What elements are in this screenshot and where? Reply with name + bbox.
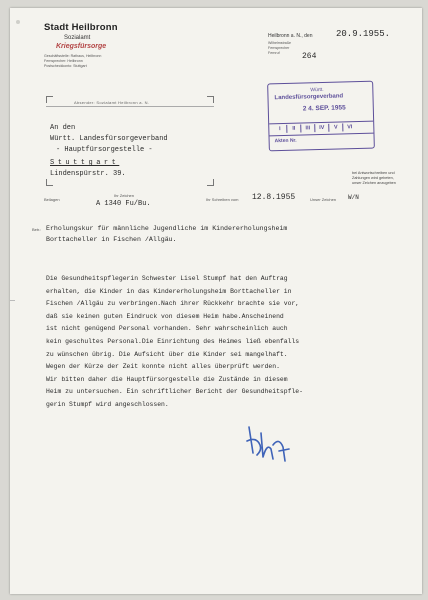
punch-hole — [16, 20, 20, 24]
address-line: Postscheckkonto: Stuttgart — [44, 64, 87, 68]
stamp-cell: IV — [314, 124, 328, 132]
subject-line: Erholungskur für männliche Jugendliche im Kindererholungsheim — [46, 225, 288, 232]
signature-mark — [243, 423, 291, 467]
sender-divider — [46, 106, 214, 107]
stamp-rule — [269, 133, 373, 137]
stamp-cell: V — [328, 123, 342, 131]
frame-corner — [46, 96, 53, 103]
unser-zeichen-value: W/N — [348, 194, 359, 201]
stamp-top: Württ. — [310, 86, 324, 94]
stamp-note — [352, 171, 396, 186]
frame-corner — [207, 179, 214, 186]
recipient-line-2: Württ. Landesfürsorgeverband — [50, 135, 168, 143]
ihr-schreiben-value: 12.8.1955 — [252, 193, 296, 202]
ihr-zeichen-label: Ihr Zeichen — [114, 193, 135, 198]
recipient-street: Lindenspürstr. 39. — [50, 170, 126, 178]
letter-date: 20.9.1955. — [336, 29, 391, 39]
note-line: bei Antwortschreiben und — [352, 171, 395, 175]
recipient-line-3: - Hauptfürsorgestelle - — [56, 146, 153, 154]
letterhead-dept: Kriegsfürsorge — [56, 43, 107, 50]
recipient-city: Stuttgart — [50, 159, 120, 167]
stamp-cell: I — [278, 126, 281, 133]
signature — [243, 423, 291, 472]
betreff-label: Betr.: — [32, 227, 42, 232]
place-date-label: Heilbronn a. N., den — [268, 33, 313, 39]
stamp-cell: VI — [342, 123, 356, 131]
body-line: gerin Stumpf wird angeschlossen. — [46, 400, 169, 408]
stamp-cells — [273, 123, 356, 133]
body-line: daß sie keinen guten Eindruck von diesem Heim habe.Anscheinend — [46, 312, 284, 320]
phone-extension: 264 — [302, 52, 317, 61]
subject-line: Borttacheller in Fischen /Allgäu. — [46, 236, 177, 243]
beilagen-label: Beilagen — [44, 197, 60, 202]
fold-mark — [10, 300, 15, 301]
header-line: Fernruf — [268, 51, 280, 55]
header-line: Fernsprecher — [268, 46, 290, 50]
sender-line: Absender: Sozialamt Heilbronn a. N. — [74, 100, 150, 105]
received-stamp — [267, 81, 375, 152]
address-line: Geschäftsstelle: Rathaus, Heilbronn — [44, 54, 102, 58]
frame-corner — [207, 96, 214, 103]
body-line: erhalten, die Kinder in das Kindererholungsheim Borttacheller in — [46, 287, 292, 295]
body-line: Fischen /Allgäu zu verbringen.Nach ihrer Rückkehr brachte sie vor, — [46, 300, 300, 308]
body-line: Die Gesundheitspflegerin Schwester Lisel Stumpf hat den Auftrag — [46, 275, 288, 282]
body-line: Wegen der Kürze der Zeit konnte nicht alles überprüft werden. — [46, 363, 280, 371]
ihr-schreiben-label: Ihr Schreiben vom — [206, 197, 239, 202]
unser-zeichen-label: Unser Zeichen — [310, 197, 337, 202]
subject — [46, 223, 287, 245]
letterhead-address — [44, 54, 101, 69]
letter-page — [10, 8, 422, 594]
recipient-line-1: An den — [50, 124, 76, 132]
stamp-cell: II — [286, 125, 300, 133]
note-line: unser Zeichen anzugeben — [352, 181, 396, 185]
stamp-bottom: Akten Nr. — [274, 137, 297, 145]
address-line: Fernsprecher: Heilbronn — [44, 59, 83, 63]
body-line: Wir bitten daher die Hauptfürsorgestelle die Zustände in diesem — [46, 375, 288, 383]
header-line: Wilhelmstraße — [268, 41, 291, 45]
stamp-date: 2 4. SEP. 1955 — [302, 104, 346, 113]
ihr-zeichen-value: A 1340 Fu/Bu. — [96, 200, 151, 208]
letterhead-city: Stadt Heilbronn — [44, 22, 118, 33]
body-line: zu wünschen übrig. Die Aufsicht über die Kinder sei mangelhaft. — [46, 350, 288, 358]
body-line: kein geschultes Personal.Die Einrichtung des Heimes ließ ebenfalls — [46, 337, 300, 345]
frame-corner — [46, 179, 53, 186]
note-line: Zahlungen wird gebeten, — [352, 176, 394, 180]
right-header-lines — [268, 41, 291, 56]
letterhead-office: Sozialamt — [64, 35, 91, 41]
letter-body — [46, 273, 303, 412]
body-line: ist nicht genügend Personal vorhanden. Sehr wahrscheinlich auch — [46, 325, 288, 333]
stamp-org: Landesfürsorgeverband — [274, 93, 344, 102]
stamp-cell: III — [300, 124, 314, 132]
body-line: Heim zu untersuchen. Ein schriftlicher Bericht der Gesundheitspfle- — [46, 388, 303, 396]
